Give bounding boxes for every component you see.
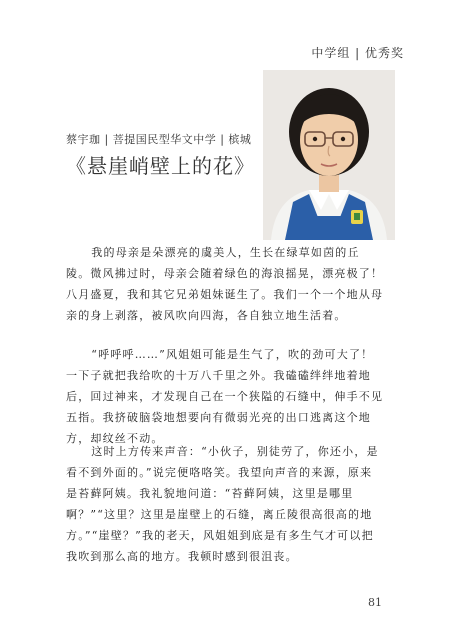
paragraph-1: 我的母亲是朵漂亮的虞美人，生长在绿草如茵的丘陵。微风拂过时，母亲会随着绿色的海浪摇晃，漂亮极了！八月盛夏，我和其它兄弟姐妹诞生了。我们一个一个地从母亲的身上剥落，被风吹向四海，各自独立地生活着。 — [66, 246, 384, 322]
category-label: 中学组 | 优秀奖 — [311, 46, 404, 60]
paragraph-3: 这时上方传来声音：“小伙子，别徒劳了，你还小，是看不到外面的。”说完便咯咯笑。我望向声音的来源，原来是苔藓阿姨。我礼貌地问道：“苔藓阿姨，这里是哪里啊？”“这里？这里是崖壁上的石缝，离丘陵很高很高的地方。”“崖壁？”我的老天，风姐姐到底是有多生气才可以把我吹到那么高的地方。我顿时感到很沮丧。 — [66, 445, 379, 563]
author-photo — [263, 70, 395, 240]
essay-title: 《悬崖峭壁上的花》 — [66, 154, 255, 178]
paragraph-2: “呼呼呼……”风姐姐可能是生气了，吹的劲可大了！一下子就把我给吹的十万八千里之外。我磕磕绊绊地着地后，回过神来，才发现自己在一个狭隘的石缝中，伸手不见五指。我挤破脑袋地想要向有微弱光亮的出口逃离这个地方，却纹丝不动。 — [66, 348, 384, 445]
author-line: 蔡宇珈 | 菩提国民型华文中学 | 槟城 — [66, 133, 252, 146]
page-number: 81 — [368, 596, 382, 609]
